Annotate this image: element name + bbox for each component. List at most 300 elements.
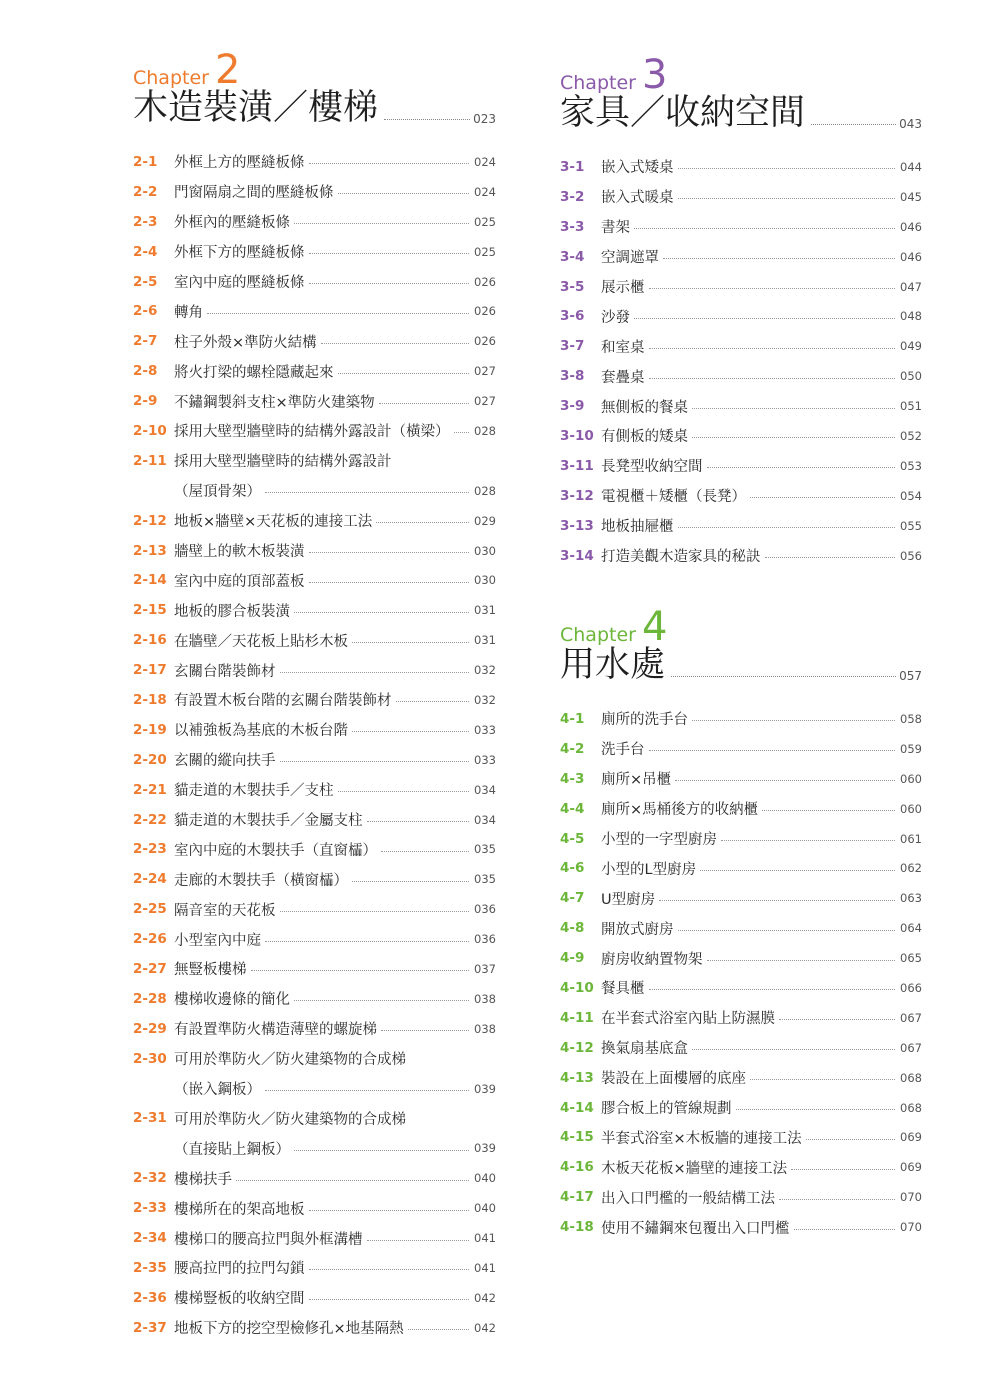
toc-entry[interactable] — [560, 1212, 922, 1242]
chapter-header — [560, 53, 922, 135]
entry-number: 2-7 — [133, 333, 158, 350]
entry-page-number: 070 — [900, 1220, 922, 1235]
dotted-leader — [649, 348, 896, 349]
entry-title: 採用大壁型牆壁時的結構外露設計 — [174, 454, 392, 471]
entry-title: 長凳型收納空間 — [601, 459, 703, 476]
toc-entry[interactable] — [560, 1003, 922, 1033]
dotted-leader — [367, 1240, 470, 1241]
entry-title: （嵌入鋼板） — [174, 1082, 261, 1099]
entry-title: 和室桌 — [601, 339, 645, 356]
entry-number: 2-5 — [133, 273, 158, 290]
dotted-leader — [700, 870, 895, 871]
entry-number: 4-4 — [560, 800, 585, 817]
entry-number: 3-4 — [560, 248, 585, 265]
chapter-page-number: 043 — [899, 117, 922, 131]
entry-number: 2-18 — [133, 691, 167, 708]
toc-entry[interactable] — [560, 1182, 922, 1212]
entry-title: 半套式浴室×木板牆的連接工法 — [601, 1130, 802, 1147]
entry-number: 3-5 — [560, 278, 585, 295]
entry-number: 2-32 — [133, 1170, 167, 1187]
entry-title: 腰高拉門的拉門勾鎖 — [174, 1261, 305, 1278]
toc-entry[interactable] — [560, 511, 922, 541]
toc-entry[interactable] — [560, 973, 922, 1003]
dotted-leader — [765, 557, 896, 558]
entry-title: 小型的一字型廚房 — [601, 832, 717, 848]
chapter-page-number: 057 — [899, 669, 922, 683]
toc-entry[interactable] — [133, 1223, 496, 1253]
entry-page-number: 028 — [474, 423, 496, 438]
toc-entry[interactable] — [560, 242, 922, 272]
entry-page-number: 046 — [900, 219, 922, 234]
toc-entry[interactable] — [560, 794, 922, 824]
dotted-leader — [663, 258, 895, 259]
dotted-leader — [352, 731, 469, 732]
entry-title: 洗手台 — [601, 742, 645, 759]
chapter-number: 4 — [641, 604, 668, 650]
entry-number: 2-35 — [133, 1259, 167, 1276]
toc-entry[interactable] — [133, 476, 496, 506]
entry-page-number: 027 — [474, 364, 496, 379]
entry-number: 2-17 — [133, 662, 167, 679]
toc-entry[interactable] — [133, 745, 496, 775]
chapter-title-row — [560, 91, 922, 135]
entry-title: 外框下方的壓縫板條 — [174, 245, 305, 262]
dotted-leader — [692, 1049, 895, 1050]
toc-entry[interactable] — [133, 834, 496, 864]
entry-title: 書架 — [601, 220, 630, 237]
entry-title: 使用不鏽鋼來包覆出入口門檻 — [601, 1220, 790, 1237]
toc-entry[interactable] — [133, 1044, 496, 1074]
toc-entry[interactable] — [560, 421, 922, 451]
toc-entry[interactable] — [560, 883, 922, 913]
dotted-leader — [791, 1169, 895, 1170]
entry-number: 4-12 — [560, 1039, 594, 1056]
entry-page-number: 026 — [474, 334, 496, 349]
toc-entry[interactable] — [133, 1104, 496, 1134]
entry-page-number: 053 — [900, 458, 922, 473]
toc-entry-list — [133, 147, 496, 1343]
toc-entry[interactable] — [133, 685, 496, 715]
entry-title: 小型的L型廚房 — [601, 861, 697, 878]
toc-entry[interactable] — [560, 331, 922, 361]
entry-title: 不鏽鋼製斜支柱×準防火建築物 — [174, 394, 375, 411]
toc-entry[interactable] — [560, 704, 922, 734]
entry-title: 採用大壁型牆壁時的結構外露設計（橫梁） — [174, 424, 450, 441]
dotted-leader — [376, 522, 469, 523]
entry-title: 室內中庭的木製扶手（直窗櫺） — [174, 842, 377, 859]
toc-entry[interactable] — [560, 734, 922, 764]
entry-number: 2-28 — [133, 990, 167, 1007]
entry-page-number: 025 — [474, 214, 496, 229]
toc-entry[interactable] — [560, 301, 922, 331]
entry-title: 室內中庭的頂部蓋板 — [174, 573, 305, 590]
entry-page-number: 036 — [474, 932, 496, 947]
dotted-leader — [649, 288, 896, 289]
dotted-leader — [381, 1030, 469, 1031]
chapter-3-section — [560, 53, 922, 570]
entry-title: 無側板的餐桌 — [601, 399, 688, 416]
entry-page-number: 059 — [900, 741, 922, 756]
entry-page-number: 069 — [900, 1130, 922, 1145]
toc-entry[interactable] — [133, 1133, 496, 1163]
dotted-leader — [678, 930, 896, 931]
toc-entry[interactable] — [133, 894, 496, 924]
toc-entry[interactable] — [560, 1152, 922, 1182]
entry-title: 樓梯豎板的收納空間 — [174, 1291, 305, 1308]
toc-entry[interactable] — [133, 924, 496, 954]
dotted-leader — [736, 1109, 896, 1110]
dotted-leader — [251, 970, 470, 971]
entry-number: 2-29 — [133, 1020, 167, 1037]
chapter-header — [560, 605, 922, 687]
entry-number: 4-3 — [560, 770, 585, 787]
toc-entry[interactable] — [133, 1313, 496, 1343]
entry-number: 3-12 — [560, 487, 594, 504]
toc-entry[interactable] — [560, 451, 922, 481]
entry-page-number: 054 — [900, 488, 922, 503]
entry-number: 3-14 — [560, 547, 594, 564]
dotted-leader — [207, 313, 469, 314]
toc-entry[interactable] — [133, 595, 496, 625]
entry-page-number: 066 — [900, 980, 922, 995]
chapter-page-number: 023 — [473, 112, 496, 126]
entry-number: 3-6 — [560, 308, 585, 325]
chapter-title: 家具／收納空間 — [560, 93, 806, 133]
toc-entry[interactable] — [133, 625, 496, 655]
entry-page-number: 070 — [900, 1190, 922, 1205]
dotted-leader — [309, 163, 470, 164]
dotted-leader — [280, 911, 470, 912]
entry-number: 4-10 — [560, 979, 594, 996]
entry-title: 打造美觀木造家具的秘訣 — [601, 549, 761, 566]
entry-number: 3-7 — [560, 338, 585, 355]
dotted-leader — [338, 373, 470, 374]
toc-entry[interactable] — [560, 1033, 922, 1063]
entry-title: 嵌入式暖桌 — [601, 190, 674, 207]
entry-page-number: 056 — [900, 548, 922, 563]
entry-page-number: 050 — [900, 369, 922, 384]
entry-page-number: 038 — [474, 991, 496, 1006]
entry-title: 有設置木板台階的玄關台階裝飾材 — [174, 693, 392, 710]
toc-entry[interactable] — [560, 182, 922, 212]
entry-page-number: 048 — [900, 309, 922, 324]
dotted-leader — [381, 851, 469, 852]
toc-entry[interactable] — [560, 212, 922, 242]
entry-number: 2-6 — [133, 303, 158, 320]
chapter-number: 2 — [214, 47, 241, 93]
entry-title: 廚房收納置物架 — [601, 951, 703, 968]
entry-title: 外框上方的壓縫板條 — [174, 155, 305, 172]
dotted-leader — [659, 900, 895, 901]
entry-number: 3-1 — [560, 158, 585, 175]
chapter-word: Chapter — [560, 624, 636, 646]
entry-page-number: 055 — [900, 518, 922, 533]
entry-title: 開放式廚房 — [601, 921, 674, 938]
entry-number: 2-27 — [133, 960, 167, 977]
entry-number: 2-34 — [133, 1230, 167, 1246]
toc-entry[interactable] — [133, 416, 496, 446]
toc-entry[interactable] — [560, 943, 922, 973]
entry-page-number: 060 — [900, 801, 922, 816]
entry-title: 廁所×馬桶後方的收納櫃 — [601, 802, 759, 819]
entry-title: 外框內的壓縫板條 — [174, 215, 290, 232]
dotted-leader — [692, 437, 895, 438]
toc-entry[interactable] — [133, 506, 496, 536]
entry-number: 2-24 — [133, 871, 167, 888]
entry-number: 4-5 — [560, 830, 585, 847]
entry-number: 2-12 — [133, 512, 167, 529]
toc-entry[interactable] — [133, 775, 496, 805]
entry-title: 玄關台階裝飾材 — [174, 663, 276, 680]
toc-entry[interactable] — [560, 481, 922, 511]
entry-title: 在半套式浴室內貼上防濕膜 — [601, 1011, 775, 1028]
entry-page-number: 032 — [474, 663, 496, 678]
entry-title: 餐具櫃 — [601, 981, 645, 998]
entry-page-number: 026 — [474, 304, 496, 319]
dotted-leader — [379, 403, 469, 404]
dotted-leader — [309, 253, 470, 254]
toc-entry[interactable] — [133, 715, 496, 745]
toc-entry[interactable] — [133, 147, 496, 177]
toc-entry[interactable] — [133, 326, 496, 356]
dotted-leader — [649, 989, 896, 990]
entry-number: 3-2 — [560, 188, 585, 205]
entry-title: 嵌入式矮桌 — [601, 160, 674, 177]
entry-page-number: 042 — [474, 1290, 496, 1305]
entry-page-number: 040 — [474, 1171, 496, 1186]
entry-title: 玄關的縱向扶手 — [174, 753, 276, 770]
entry-title: （直接貼上鋼板） — [174, 1141, 290, 1158]
chapter-label — [133, 47, 241, 93]
dotted-leader — [762, 810, 895, 811]
dotted-leader — [794, 1229, 896, 1230]
toc-entry[interactable] — [133, 1253, 496, 1283]
entry-page-number: 030 — [474, 573, 496, 588]
entry-page-number: 032 — [474, 692, 496, 707]
chapter-4-section — [560, 605, 922, 1242]
entry-number: 2-2 — [133, 183, 158, 200]
entry-number: 2-37 — [133, 1319, 167, 1336]
entry-title: 地板的膠合板裝潢 — [174, 603, 290, 620]
entry-title: 隔音室的天花板 — [174, 902, 276, 919]
entry-page-number: 047 — [900, 279, 922, 294]
entry-page-number: 031 — [474, 603, 496, 618]
toc-entry[interactable] — [133, 1014, 496, 1044]
entry-page-number: 038 — [474, 1021, 496, 1036]
toc-entry[interactable] — [133, 1163, 496, 1193]
toc-entry[interactable] — [133, 207, 496, 237]
toc-entry-list — [560, 152, 922, 570]
dotted-leader — [367, 821, 470, 822]
toc-entry[interactable] — [133, 864, 496, 894]
toc-entry[interactable] — [560, 913, 922, 943]
entry-page-number: 025 — [474, 244, 496, 259]
entry-page-number: 061 — [900, 831, 922, 846]
entry-page-number: 031 — [474, 633, 496, 648]
dotted-leader — [678, 198, 896, 199]
entry-page-number: 044 — [900, 159, 922, 174]
toc-entry[interactable] — [133, 984, 496, 1014]
toc-entry[interactable] — [560, 391, 922, 421]
entry-number: 4-13 — [560, 1069, 594, 1086]
chapter-title-row — [560, 643, 922, 687]
toc-entry[interactable] — [133, 267, 496, 297]
toc-entry[interactable] — [560, 361, 922, 391]
toc-entry[interactable] — [560, 764, 922, 794]
entry-number: 2-30 — [133, 1050, 167, 1067]
entry-page-number: 046 — [900, 249, 922, 264]
entry-title: 樓梯收邊條的簡化 — [174, 992, 290, 1009]
entry-number: 2-33 — [133, 1200, 167, 1217]
dotted-leader — [352, 881, 469, 882]
entry-number: 2-10 — [133, 422, 167, 439]
toc-entry[interactable] — [133, 386, 496, 416]
dotted-leader — [352, 642, 469, 643]
chapter-title: 木造裝潢／樓梯 — [133, 88, 379, 128]
toc-entry[interactable] — [133, 565, 496, 595]
toc-entry[interactable] — [133, 177, 496, 207]
toc-entry[interactable] — [133, 954, 496, 984]
dotted-leader — [678, 527, 896, 528]
dotted-leader — [384, 119, 470, 120]
toc-entry[interactable] — [560, 1093, 922, 1123]
entry-page-number: 045 — [900, 189, 922, 204]
entry-page-number: 049 — [900, 339, 922, 354]
entry-title: 小型室內中庭 — [174, 932, 261, 949]
entry-page-number: 033 — [474, 722, 496, 737]
dotted-leader — [265, 1090, 469, 1091]
chapter-header — [133, 48, 496, 130]
toc-entry[interactable] — [560, 824, 922, 854]
entry-page-number: 037 — [474, 961, 496, 976]
entry-number: 3-10 — [560, 427, 594, 444]
dotted-leader — [779, 1199, 895, 1200]
dotted-leader — [294, 223, 469, 224]
entry-number: 2-31 — [133, 1110, 167, 1127]
toc-entry[interactable] — [133, 536, 496, 566]
entry-number: 2-4 — [133, 243, 158, 260]
entry-number: 2-11 — [133, 452, 167, 469]
entry-number: 3-3 — [560, 218, 585, 235]
entry-title: 有設置準防火構造薄壁的螺旋梯 — [174, 1022, 377, 1039]
entry-number: 4-6 — [560, 860, 585, 877]
entry-page-number: 067 — [900, 1040, 922, 1055]
entry-title: 將火打梁的螺栓隱藏起來 — [174, 364, 334, 381]
entry-page-number: 024 — [474, 184, 496, 199]
entry-number: 4-15 — [560, 1129, 594, 1146]
toc-entry[interactable] — [133, 296, 496, 326]
entry-number: 2-9 — [133, 393, 158, 410]
entry-title: 牆壁上的軟木板裝潢 — [174, 544, 305, 561]
toc-entry[interactable] — [560, 853, 922, 883]
entry-title: 樓梯所在的架高地板 — [174, 1201, 305, 1218]
entry-number: 4-2 — [560, 740, 585, 757]
dotted-leader — [707, 960, 896, 961]
entry-page-number: 026 — [474, 274, 496, 289]
toc-entry[interactable] — [560, 541, 922, 571]
toc-entry[interactable] — [133, 446, 496, 476]
entry-title: 貓走道的木製扶手／金屬支柱 — [174, 813, 363, 830]
chapter-2-section — [133, 48, 496, 1343]
toc-entry[interactable] — [133, 655, 496, 685]
entry-page-number: 060 — [900, 771, 922, 786]
toc-entry[interactable] — [133, 237, 496, 267]
toc-entry[interactable] — [133, 1074, 496, 1104]
dotted-leader — [750, 1079, 895, 1080]
toc-entry[interactable] — [133, 356, 496, 386]
dotted-leader — [309, 1269, 470, 1270]
entry-number: 4-18 — [560, 1219, 594, 1236]
entry-title: 在牆壁／天花板上貼杉木板 — [174, 633, 348, 650]
entry-title: 空調遮罩 — [601, 250, 659, 267]
entry-title: 有側板的矮桌 — [601, 429, 688, 446]
toc-entry[interactable] — [560, 152, 922, 182]
entry-page-number: 041 — [474, 1231, 496, 1245]
dotted-leader — [280, 761, 470, 762]
entry-number: 3-13 — [560, 517, 594, 534]
entry-title: 木板天花板×牆壁的連接工法 — [601, 1160, 788, 1177]
dotted-leader — [811, 124, 896, 125]
chapter-word: Chapter — [133, 67, 209, 89]
dotted-leader — [309, 1210, 470, 1211]
entry-title: 樓梯扶手 — [174, 1171, 232, 1188]
entry-page-number: 058 — [900, 711, 922, 726]
toc-entry[interactable] — [560, 1122, 922, 1152]
entry-number: 4-14 — [560, 1099, 594, 1116]
entry-title: 套疊桌 — [601, 369, 645, 386]
dotted-leader — [309, 283, 470, 284]
entry-title: 柱子外殼×準防火結構 — [174, 334, 317, 351]
entry-page-number: 051 — [900, 399, 922, 414]
dotted-leader — [721, 840, 895, 841]
toc-entry[interactable] — [133, 1193, 496, 1223]
dotted-leader — [779, 1019, 895, 1020]
entry-page-number: 035 — [474, 842, 496, 857]
dotted-leader — [649, 378, 896, 379]
dotted-leader — [649, 750, 896, 751]
entry-page-number: 028 — [474, 483, 496, 498]
dotted-leader — [408, 1329, 469, 1330]
chapter-label — [560, 604, 668, 650]
entry-number: 4-11 — [560, 1009, 594, 1026]
entry-number: 2-14 — [133, 572, 167, 589]
entry-number: 3-9 — [560, 398, 585, 415]
entry-title: 地板下方的挖空型檢修孔×地基隔熱 — [174, 1321, 404, 1338]
entry-title: 廁所×吊櫃 — [601, 772, 672, 789]
dotted-leader — [707, 467, 896, 468]
entry-number: 2-20 — [133, 751, 167, 768]
toc-entry[interactable] — [133, 1283, 496, 1313]
entry-number: 2-16 — [133, 632, 167, 649]
entry-number: 2-25 — [133, 901, 167, 918]
entry-title: 裝設在上面樓層的底座 — [601, 1071, 746, 1088]
entry-number: 2-21 — [133, 781, 167, 798]
chapter-label — [560, 52, 668, 98]
dotted-leader — [309, 1299, 470, 1300]
dotted-leader — [396, 701, 470, 702]
dotted-leader — [454, 432, 470, 433]
toc-entry[interactable] — [560, 1063, 922, 1093]
toc-entry[interactable] — [133, 805, 496, 835]
toc-entry[interactable] — [560, 272, 922, 302]
entry-page-number: 068 — [900, 1100, 922, 1115]
entry-title: 換氣扇基底盒 — [601, 1041, 688, 1058]
entry-page-number: 035 — [474, 872, 496, 887]
dotted-leader — [634, 318, 895, 319]
entry-number: 4-9 — [560, 950, 585, 967]
entry-number: 4-8 — [560, 920, 585, 937]
entry-page-number: 042 — [474, 1320, 496, 1335]
